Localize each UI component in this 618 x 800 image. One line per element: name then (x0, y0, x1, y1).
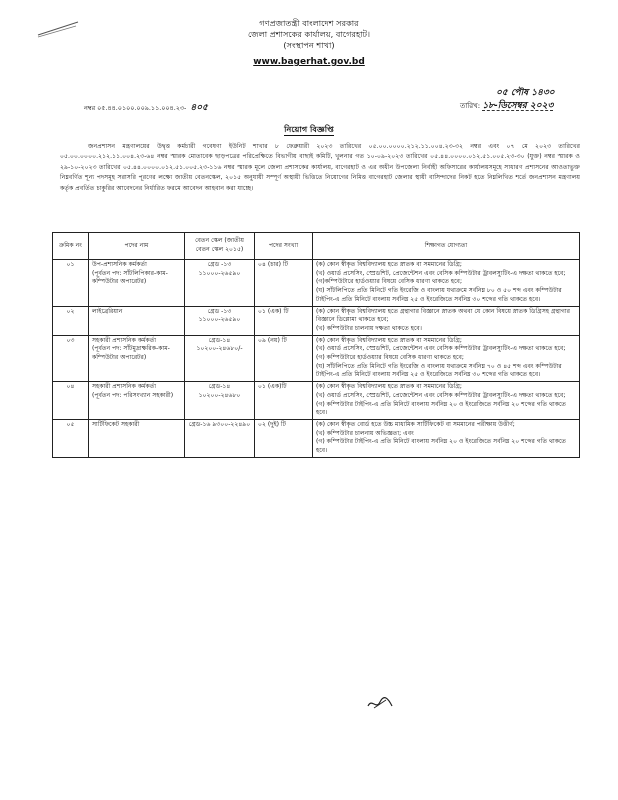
row-pay-scale: গ্রেড-১৬ ৯৩০০-২২৪৯০ (185, 419, 255, 457)
row-post-count: ০৯ (নয়) টি (255, 335, 313, 382)
english-date: ১৮-ডিসেম্বর ২০২৩ (482, 101, 554, 111)
post-former-title: (পূর্বতন পদ: সাঁটলিপিকার-কাম-কম্পিউটার অপারেটর) (92, 269, 168, 286)
header-serial: ক্রমিক নং (53, 233, 89, 260)
post-title: লাইব্রেরিয়ান (92, 307, 123, 315)
table-row (53, 419, 580, 457)
table-row (53, 306, 580, 335)
row-post-count: ০১ (এক)টি (255, 382, 313, 420)
bangla-date: ০৫ পৌষ ১৪৩০ (496, 88, 555, 98)
memo-number: নম্বর ০৫.৪৪.০১০০.০০৯.১১.০০৪.২৩- ৪০৫ (84, 103, 208, 113)
qualification-item: (ঘ) সাঁটলিপিতে প্রতি মিনিটে গতি ইংরেজি ও বাংলায় যথাক্রমে সর্বনিম্ন ৭০ ও ৪৫ শব্দ এবং কম্পিউটার টাইপিং-এ প্রতি মিনিটে বাংলায় সর্বনিম্ন ২৫ ও ইংরেজিতে সর্বনিম্ন ৩০ শব্দের গতি থাকতে হবে। (316, 362, 562, 379)
qualification-item: (খ) কম্পিউটার চালনায় অভিজ্ঞতা; এবং (316, 429, 414, 437)
table-row (53, 335, 580, 382)
row-serial: ০৪ (53, 382, 89, 420)
qualification-item: (গ) কম্পিউটারে হার্ডওয়্যার বিষয়ে বেসিক ধারণা থাকতে হবে; (316, 354, 464, 362)
row-serial: ০৫ (53, 419, 89, 457)
header-post: পদের নাম (89, 233, 185, 260)
table-row (53, 382, 580, 420)
row-post-count: ০৪ (চার) টি (255, 260, 313, 307)
website-link[interactable]: www.bagerhat.gov.bd (253, 57, 365, 67)
row-qualification (313, 335, 580, 382)
row-qualification (313, 306, 580, 335)
qualification-item: (গ) কম্পিউটার টাইপিং-এ প্রতি মিনিটে বাংলায় সর্বনিম্ন ২০ ও ইংরেজিতে সর্বনিম্ন ২০ শব্দের গতি থাকতে হবে। (316, 438, 567, 455)
header-government: গণপ্রজাতন্ত্রী বাংলাদেশ সরকার (259, 18, 359, 28)
post-title: সহকারী প্রশাসনিক কর্মকর্তা (92, 383, 157, 391)
row-pay-scale: গ্রেড -১৩ ১১০০০-২৬৫৯০ (185, 260, 255, 307)
row-qualification (313, 382, 580, 420)
qualification-item: (গ) কম্পিউটার টাইপিং-এ প্রতি মিনিটে বাংলায় সর্বনিম্ন ২০ ও ইংরেজিতে সর্বনিম্ন ২০ শব্দের গতি থাকতে হবে। (316, 400, 567, 417)
memo-row (84, 100, 544, 112)
signature-icon (366, 694, 396, 712)
row-serial: ০১ (53, 260, 89, 307)
date-label: তারিখ: (460, 102, 481, 110)
row-pay-scale: গ্রেড-১৪ ১০২০০-২৪৬৮০ (185, 382, 255, 420)
qualification-item: (খ) ওয়ার্ড প্রসেসিং, স্প্রেডশিট, প্রেজেন্টেশন এবং বেসিক কম্পিউটার ট্রাবলস্যুটিং-এ দক্ষতা থাকতে হবে; (316, 391, 566, 399)
post-former-title: (পূর্বতন পদ: পরিসংখ্যান সহকারী) (92, 391, 174, 399)
memo-handwritten-no: ৪০৫ (190, 103, 208, 113)
header-qualification: শিক্ষাগত যোগ্যতা (313, 233, 580, 260)
qualification-item: (খ) ওয়ার্ড প্রসেসিং, স্প্রেডশিট, প্রেজেন্টেশন এবং বেসিক কম্পিউটার ট্রাবলস্যুটিং-এ দক্ষতা থাকতে হবে; (316, 345, 566, 353)
row-qualification (313, 419, 580, 457)
intro-paragraph: জনপ্রশাসন মন্ত্রণালয়ের উদ্বৃত্ত কর্মচারী গবেষণা ইউনিট শাখার ৮ ফেব্রুয়ারী ২০২৩ তারিখের ০৫.০০.০০০০.২১২.১১.০০৪.২৩-৩২ নম্বর এবং ০৭ মে ২০২৩ তারিখের ০৫.০০.০০০০.২১২.১১.০০৪.২৩-৬৪ নম্বর স্মারক মোতাবেক ছাড়পত্রের পরিপ্রেক্ষিতে বিভাগীয় বাছাই কমিটি, খুলনার গত ১০-০৯-২০২৩ তারিখের ০৫.৪৪.০০০০.০১২.৫১.০০৫.২৩-৩০ (যুক্ত) নম্বর স্মারক ও ২৯-১০-২০২৩ তারিখের ০৫.৪৪.০০০০.০১২.৫১.০০৫.২৩-১১৬ নম্বর স্মারক মূলে জেলা প্রশাসকের কার্যালয়, বাগেরহাট ও এর অধীন উপজেলা নির্বাহী অফিসারের কার্যালয়সমূহে সাধারণ প্রশাসনের আওতাভুক্ত নিম্নবর্ণিত শূন্য পদসমূহ সরাসরি পূরণের লক্ষ্যে জাতীয় বেতনস্কেল, ২০১৫ অনুযায়ী সম্পূর্ণ অস্থায়ী ভিত্তিতে নিয়োগের নিমিত্ত বাগেরহাট জেলার স্থায়ী বাসিন্দাদের নিকট হতে নিম্নলিখিত শর্তে জনপ্রশাসন মন্ত্রণালয় কর্তৃক প্রবর্তিত চাকুরির আবেদনের নির্ধারিত ফরমে আবেদন আহবান করা যাচ্ছে। (60, 143, 580, 192)
qualification-item: (খ) কম্পিউটার চালনায় দক্ষতা থাকতে হবে। (316, 324, 422, 332)
post-title: উপ-প্রশাসনিক কর্মকর্তা (92, 261, 147, 268)
qualification-item: (ক) কোন স্বীকৃত বোর্ড হতে উচ্চ মাধ্যমিক সার্টিফিকেট বা সমমানের পরীক্ষায় উত্তীর্ণ; (316, 420, 515, 428)
table-row (53, 260, 580, 307)
posts-table (52, 232, 580, 458)
row-post-name (89, 335, 185, 382)
row-serial: ০২ (53, 306, 89, 335)
header-section: (সংস্থাপন শাখা) (283, 40, 335, 50)
row-post-name (89, 419, 185, 457)
qualification-item: (গ)কম্পিউটারে হার্ডওয়্যার বিষয়ে বেসিক ধারণা থাকতে হবে; (316, 278, 462, 286)
qualification-item: (খ) ওয়ার্ড প্রসেসিং, স্প্রেডশিট, প্রেজেন্টেশন এবং বেসিক কম্পিউটার ট্রাবলস্যুটিং-এ দক্ষতা থাকতে হবে; (316, 269, 566, 277)
header-scale: বেতন স্কেল (জাতীয় বেতন স্কেল ২০১৫) (185, 233, 255, 260)
qualification-item: (ক) কোন স্বীকৃত বিশ্ববিদ্যালয় হতে স্নাতক বা সমমানের ডিগ্রি; (316, 383, 462, 391)
header-count: পদের সংখ্যা (255, 233, 313, 260)
row-pay-scale: গ্রেড-১৪ ১০২০০-২৪৬৮০/- (185, 335, 255, 382)
row-post-name (89, 382, 185, 420)
qualification-item: (ঘ) সাঁটলিপিতে প্রতি মিনিটে গতি ইংরেজি ও বাংলায় যথাক্রমে সর্বনিম্ন ৮০ ও ৫০ শব্দ এবং কম্পিউটার টাইপিং-এ প্রতি মিনিটে বাংলায় সর্বনিম্ন ২৫ ও ইংরেজিতে সর্বনিম্ন ৩০ শব্দের গতি থাকতে হবে। (316, 287, 562, 303)
row-pay-scale: গ্রেড -১৩ ১১০০০-২৬৫৯০ (185, 306, 255, 335)
header-office: জেলা প্রশাসকের কার্যালয়, বাগেরহাট। (247, 29, 371, 39)
row-post-count: ০১ (এক) টি (255, 306, 313, 335)
table-header-row (53, 233, 580, 260)
post-title: সার্টিফিকেট সহকারী (92, 420, 140, 428)
qualification-item: (ক) কোন স্বীকৃত বিশ্ববিদ্যালয় হতে স্নাতক বা সমমানের ডিগ্রি; (316, 336, 462, 344)
row-post-name (89, 260, 185, 307)
qualification-item: (ক) কোন স্বীকৃত বিশ্ববিদ্যালয় হতে স্নাতক বা সমমানের ডিগ্রি; (316, 261, 462, 268)
post-former-title: (পূর্বতন পদ: সাঁটমুদ্রাক্ষরিক-কাম-কম্পিউটার অপারেটর) (92, 345, 170, 362)
row-post-count: ০২ (দুই) টি (255, 419, 313, 457)
post-title: সহকারী প্রশাসনিক কর্মকর্তা (92, 336, 157, 344)
office-header (0, 18, 618, 68)
notice-title: নিয়োগ বিজ্ঞপ্তি (284, 124, 334, 134)
qualification-item: (ক) কোন স্বীকৃত বিশ্ববিদ্যালয় হতে গ্রন্থাগার বিজ্ঞানে স্নাতক অথবা যে কোন বিষয়ে স্নাতক ডিগ্রিসহ গ্রন্থাগার বিজ্ঞানে ডিপ্লোমা থাকতে হবে; (316, 307, 571, 324)
row-qualification (313, 260, 580, 307)
row-post-name (89, 306, 185, 335)
row-serial: ০৩ (53, 335, 89, 382)
